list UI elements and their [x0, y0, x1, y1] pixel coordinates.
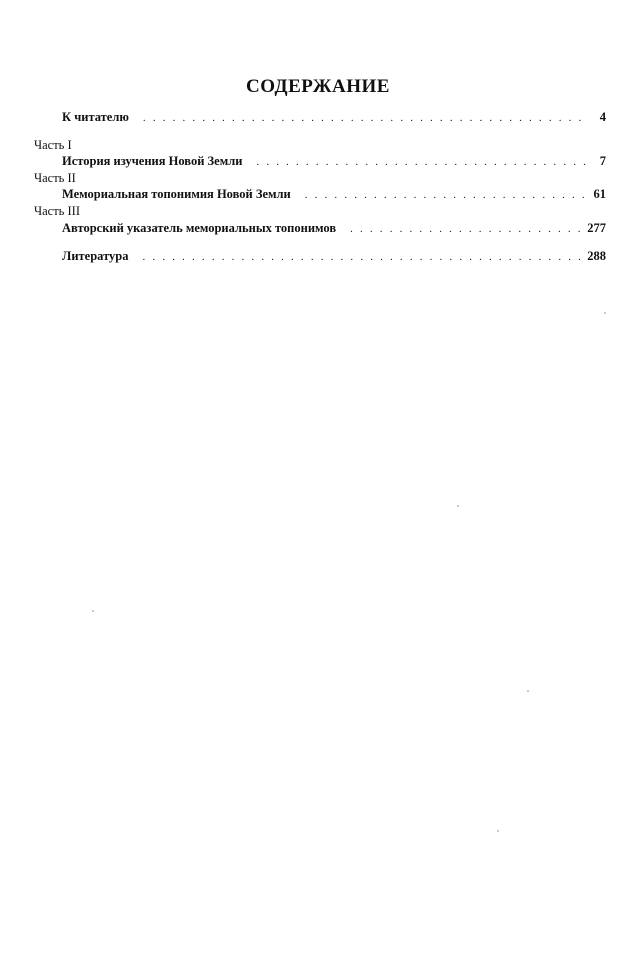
dot-leader — [143, 249, 582, 265]
toc-entry-label: Мемориальная топонимия Новой Земли — [62, 187, 291, 201]
dot-leader — [305, 187, 586, 203]
part-heading-1: Часть I — [34, 138, 72, 152]
toc-entry-part2[interactable] — [62, 186, 606, 203]
scan-speck — [457, 505, 459, 507]
part-heading-2: Часть II — [34, 171, 76, 185]
toc-entry-literature[interactable] — [62, 248, 606, 265]
dot-leader — [350, 221, 581, 237]
toc-entry-page: 277 — [587, 221, 606, 235]
scan-speck — [92, 610, 94, 612]
toc-entry-page: 61 — [593, 187, 606, 201]
dot-leader — [256, 154, 586, 170]
toc-entry-part3[interactable] — [62, 220, 606, 237]
toc-entry-label: История изучения Новой Земли — [62, 154, 243, 168]
toc-entry-label: Авторский указатель мемориальных топонимов — [62, 221, 337, 235]
toc-entry-to-reader[interactable] — [62, 109, 606, 126]
toc-entry-page: 7 — [599, 154, 606, 168]
toc-entry-label: Литература — [62, 249, 129, 263]
scan-speck — [527, 690, 529, 692]
scan-speck — [497, 830, 499, 832]
toc-entry-part1[interactable] — [62, 153, 606, 170]
toc-entry-page: 4 — [599, 110, 606, 124]
part-heading-3: Часть III — [34, 204, 80, 218]
toc-entry-page: 288 — [587, 249, 606, 263]
scan-speck — [604, 312, 606, 314]
page-title: СОДЕРЖАНИЕ — [246, 76, 390, 97]
dot-leader — [143, 110, 586, 126]
toc-entry-label: К читателю — [62, 110, 129, 124]
